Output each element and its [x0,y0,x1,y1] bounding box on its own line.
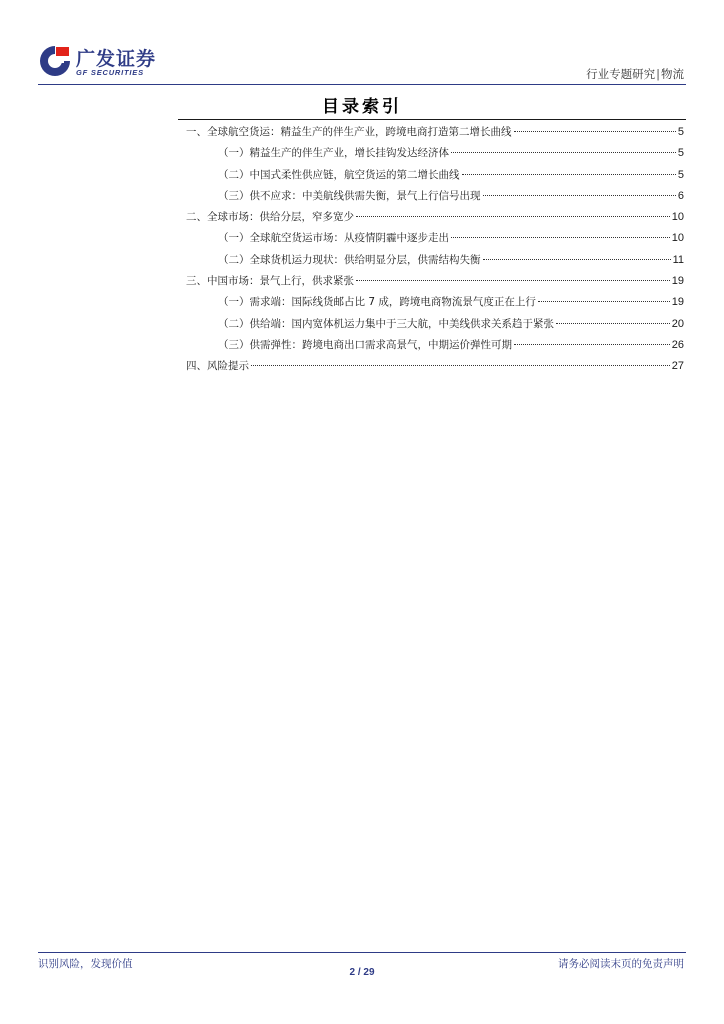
toc-entry-text: （三）供需弹性：跨境电商出口需求高景气，中期运价弹性可期 [218,338,512,351]
toc-dot-leader [451,237,670,238]
table-of-contents [186,124,684,380]
page-number: 2 / 29 [349,967,375,978]
report-type: 行业专题研究 [586,67,656,81]
toc-entry-page: 5 [677,147,684,160]
toc-entry-page: 27 [671,360,684,373]
toc-entry-text: 一、全球航空货运：精益生产的伴生产业，跨境电商打造第二增长曲线 [186,126,512,138]
toc-entry[interactable] [186,294,684,315]
toc-dot-leader [483,259,671,260]
toc-dot-leader [356,280,670,281]
page-header [0,0,724,90]
toc-entry-text: 二、全球市场：供给分层，窄多宽少 [186,211,354,224]
toc-entry-text: （三）供不应求：中美航线供需失衡，景气上行信号出现 [218,189,481,202]
toc-entry[interactable] [186,124,684,145]
gf-securities-logo [38,44,168,84]
toc-entry[interactable] [186,337,684,358]
toc-dot-leader [483,195,676,196]
toc-entry-text: （二）全球货机运力现状：供给明显分层，供需结构失衡 [218,253,481,266]
toc-entry-page: 10 [671,211,684,224]
footer-divider [38,952,686,953]
title-divider [178,119,686,120]
toc-entry-page: 26 [671,338,684,351]
toc-entry-text: （一）全球航空货运市场：从疫情阴霾中逐步走出 [218,232,449,245]
toc-entry[interactable] [186,252,684,273]
toc-title: 目录索引 [322,97,402,117]
toc-dot-leader [451,152,676,153]
toc-entry[interactable] [186,167,684,188]
toc-dot-leader [356,216,670,217]
toc-entry-page: 10 [671,232,684,245]
separator: | [656,67,660,81]
toc-dot-leader [462,174,676,175]
toc-entry-text: （一）精益生产的伴生产业，增长挂钩发达经济体 [218,147,449,160]
toc-entry-text: （一）需求端：国际线货邮占比 7 成，跨境电商物流景气度正在上行 [218,296,536,309]
toc-dot-leader [514,131,676,132]
logo-english-name: GF SECURITIES [76,68,144,77]
footer-disclaimer: 请务必阅读末页的免责声明 [558,958,684,970]
toc-entry[interactable] [186,209,684,230]
toc-entry[interactable] [186,316,684,337]
toc-entry-page: 6 [677,189,684,202]
toc-entry-page: 5 [677,168,684,181]
footer-slogan: 识别风险，发现价值 [38,958,133,970]
report-sector: 物流 [661,67,684,81]
toc-entry-page: 20 [671,317,684,330]
toc-entry-text: （二）供给端：国内宽体机运力集中于三大航，中美线供求关系趋于紧张 [218,317,554,330]
toc-entry-page: 5 [677,126,684,138]
toc-dot-leader [556,323,670,324]
report-type-label [586,66,684,82]
toc-entry[interactable] [186,273,684,294]
logo-name: 广发证券 [76,48,157,70]
header-divider [38,84,686,85]
toc-entry-page: 19 [671,275,684,288]
toc-entry[interactable] [186,358,684,379]
toc-entry-page: 11 [672,253,684,266]
toc-entry-text: 四、风险提示 [186,360,249,373]
toc-entry[interactable] [186,188,684,209]
toc-entry[interactable] [186,230,684,251]
gf-logo-icon [38,44,72,78]
toc-entry[interactable] [186,145,684,166]
toc-entry-page: 19 [671,296,684,309]
toc-dot-leader [514,344,670,345]
toc-dot-leader [251,365,670,366]
toc-dot-leader [538,301,670,302]
toc-entry-text: （二）中国式柔性供应链，航空货运的第二增长曲线 [218,168,460,181]
toc-entry-text: 三、中国市场：景气上行，供求紧张 [186,275,354,288]
